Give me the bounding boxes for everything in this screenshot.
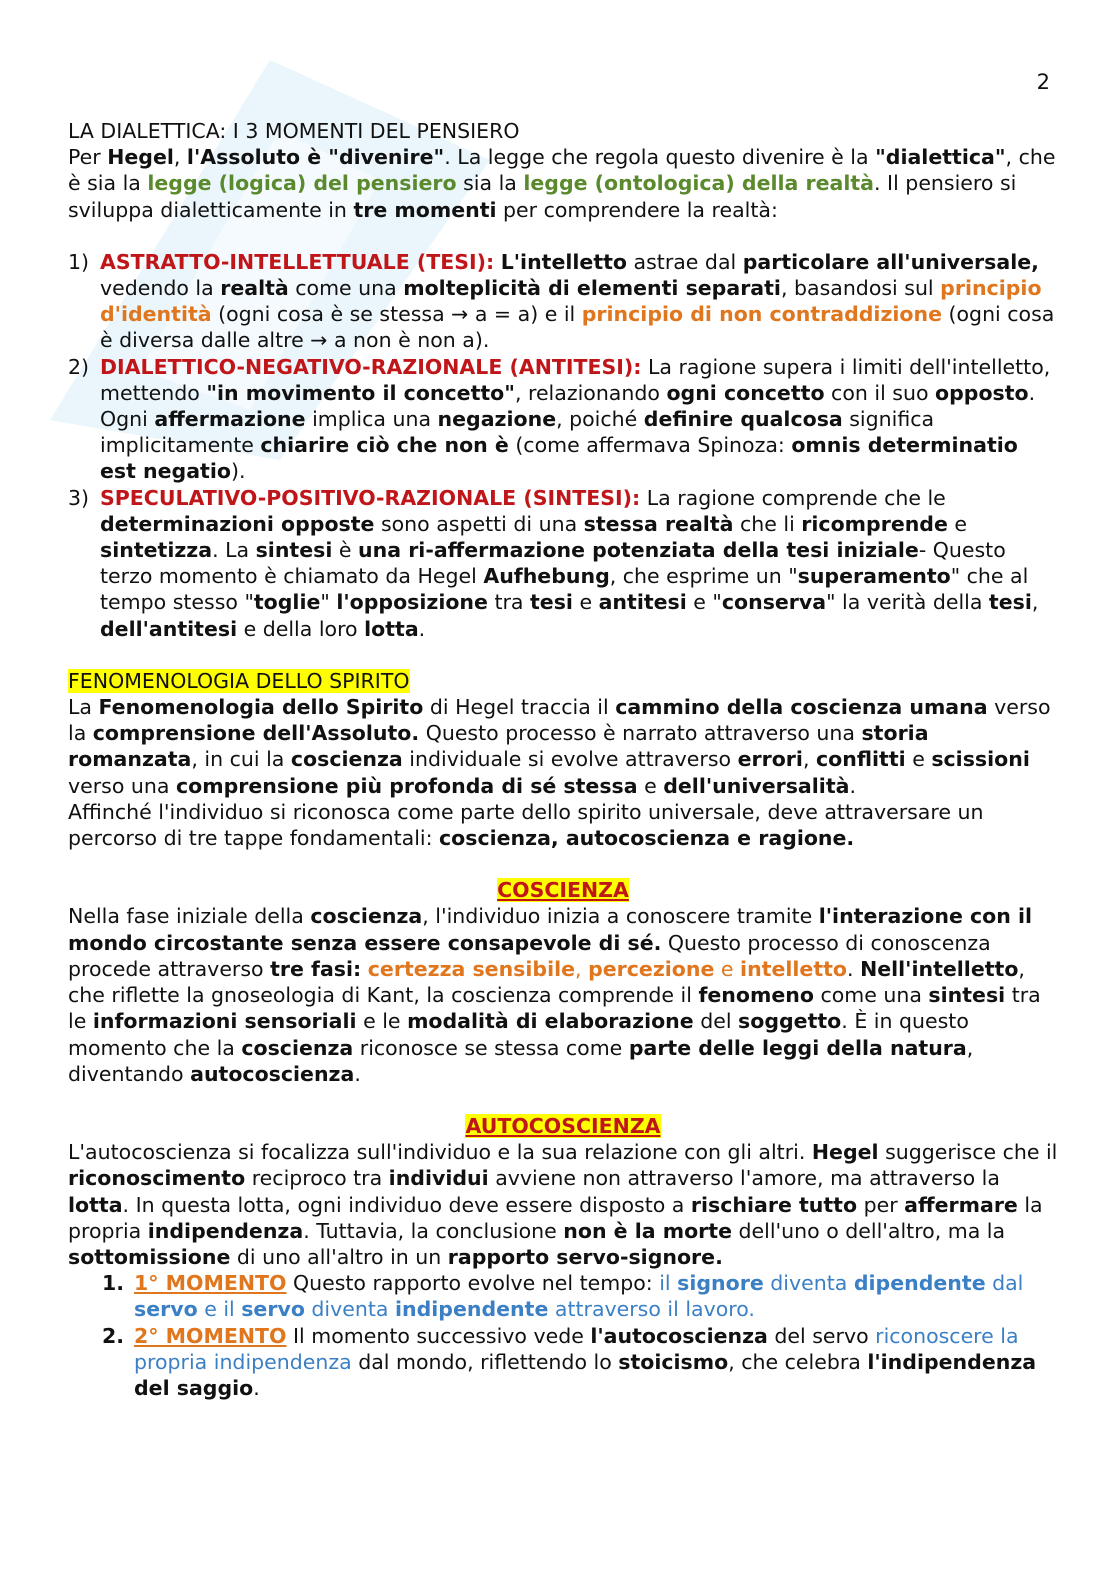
dialettica-intro: Per Hegel, l'Assoluto è "divenire". La legge che regola questo divenire è la "dialettica", che è sia la legge (logica) del pensiero sia la legge (ontologica) della realtà. Il pensiero si sviluppa dialetticamente in tre momenti per comprendere la realtà:	[68, 145, 1056, 222]
dialettica-moments-list	[68, 249, 1058, 642]
fenomenologia-paragraph-2: Affinché l'individuo si riconosca come parte dello spirito universale, deve attraversare un percorso di tre tappe fondamentali: coscienza, autocoscienza e ragione.	[68, 799, 984, 851]
list-item: 1. 1° MOMENTO Questo rapporto evolve nel tempo: il signore diventa dipendente dal servo e il servo diventa indipendente attraverso il lavoro.	[102, 1271, 1024, 1322]
autocoscienza-paragraph: L'autocoscienza si focalizza sull'individuo e la sua relazione con gli altri. Hegel suggerisce che il riconoscimento reciproco tra individui avviene non attraverso l'amore, ma attraverso la lotta. In questa lotta, ogni individuo deve essere disposto a rischiare tutto per affermare la propria indipendenza. Tuttavia, la conclusione non è la morte dell'uno o dell'altro, ma la sottomissione di uno all'altro in un rapporto servo-signore.	[68, 1140, 1058, 1269]
list-item: 2. 2° MOMENTO Il momento successivo vede l'autocoscienza del servo riconoscere la propria indipendenza dal mondo, riflettendo lo stoicismo, che celebra l'indipendenza del saggio.	[102, 1323, 1037, 1400]
page-number: 2	[1036, 70, 1050, 94]
coscienza-paragraph: Nella fase iniziale della coscienza, l'individuo inizia a conoscere tramite l'interazione con il mondo circostante senza essere consapevole di sé. Questo processo di conoscenza procede attraverso tre fasi: certezza sensibile, percezione e intelletto. Nell'intelletto, che riflette la gnoseologia di Kant, la coscienza comprende il fenomeno come una sintesi tra le informazioni sensoriali e le modalità di elaborazione del soggetto. È in questo momento che la coscienza riconosce se stessa come parte delle leggi della natura, diventando autocoscienza.	[68, 904, 1041, 1086]
list-item: 2) DIALETTICO-NEGATIVO-RAZIONALE (ANTITESI): La ragione supera i limiti dell'intelletto, mettendo "in movimento il concetto", relazionando ogni concetto con il suo opposto. Ogni affermazione implica una negazione, poiché definire qualcosa significa implicitamente chiarire ciò che non è (come affermava Spinoza: omnis determinatio est negatio).	[68, 354, 1051, 484]
autocoscienza-moments-list	[68, 1270, 1058, 1401]
section-title-coscienza: COSCIENZA	[497, 878, 629, 903]
list-item: 1) ASTRATTO-INTELLETTUALE (TESI): L'intelletto astrae dal particolare all'universale, vedendo la realtà come una molteplicità di elementi separati, basandosi sul principio d'identità (ogni cosa è se stessa → a = a) e il principio di non contraddizione (ogni cosa è diversa dalle altre → a non è non a).	[68, 249, 1055, 353]
section-title-autocoscienza: AUTOCOSCIENZA	[465, 1113, 661, 1138]
section-title-dialettica: LA DIALETTICA: I 3 MOMENTI DEL PENSIERO	[68, 119, 520, 143]
fenomenologia-paragraph-1: La Fenomenologia dello Spirito di Hegel traccia il cammino della coscienza umana verso la comprensione dell'Assoluto. Questo processo è narrato attraverso una storia romanzata, in cui la coscienza individuale si evolve attraverso errori, conflitti e scissioni verso una comprensione più profonda di sé stessa e dell'universalità.	[68, 695, 1051, 798]
document-body	[68, 118, 1058, 1401]
list-item: 3) SPECULATIVO-POSITIVO-RAZIONALE (SINTESI): La ragione comprende che le determinazioni opposte sono aspetti di una stessa realtà che li ricomprende e sintetizza. La sintesi è una ri-affermazione potenziata della tesi iniziale- Questo terzo momento è chiamato da Hegel Aufhebung, che esprime un "superamento" che al tempo stesso "toglie" l'opposizione tra tesi e antitesi e "conserva" la verità della tesi, dell'antitesi e della loro lotta.	[68, 485, 1039, 641]
section-title-fenomenologia: FENOMENOLOGIA DELLO SPIRITO	[68, 668, 410, 693]
